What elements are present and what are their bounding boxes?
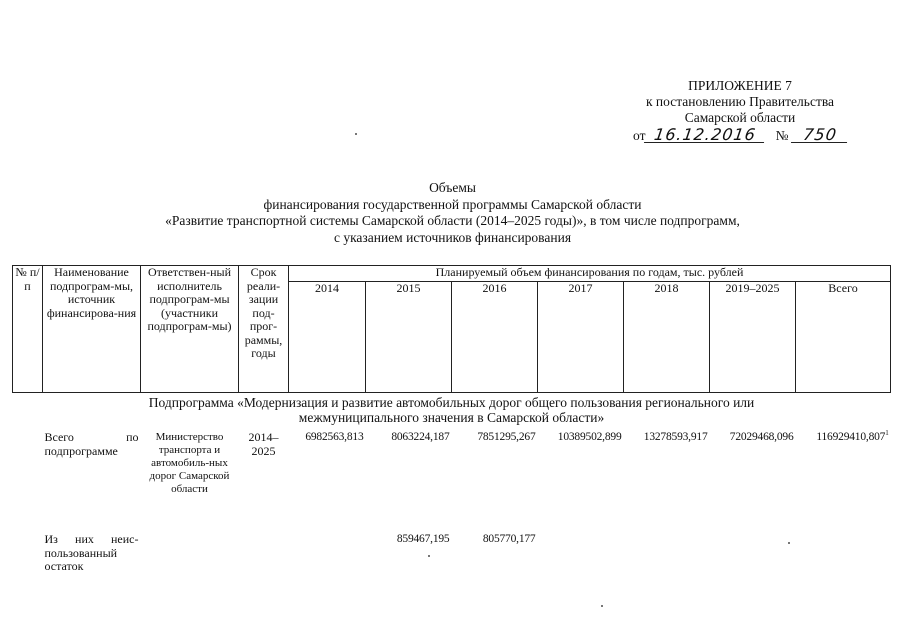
header-executor: Ответствен-ный исполнитель подпрограм-мы (участники подпрограм-мы) [141,266,239,393]
table-row [13,431,891,533]
appendix-header [590,78,890,126]
value-cell [289,533,366,581]
header-num: № п/п [13,266,43,393]
scan-speck [355,133,357,135]
appendix-title: ПРИЛОЖЕНИЕ 7 [688,78,792,93]
value-cell: 8063224,187 [391,431,450,443]
header-year: 2019–2025 [710,282,796,393]
row-number [13,533,43,581]
handwritten-number: 750 [791,128,849,143]
footnote-mark: 1 [885,429,889,438]
title-line-4: с указанием источников финансирования [333,229,572,245]
financing-table [12,265,891,581]
appendix-region: Самарской области [684,110,796,125]
header-term: Срок реали-зации под-прог-раммы, годы [239,266,289,393]
title-line-3: «Развитие транспортной системы Самарской области (2014–2025 годы)», в том числе подпрограмм, [165,213,740,228]
scan-speck [601,605,603,607]
header-year: 2018 [624,282,710,393]
header-year: 2017 [538,282,624,393]
header-total: Всего [796,282,891,393]
value-cell [538,533,624,581]
value-cell: 13278593,917 [643,431,708,443]
row-label: Всего по подпрограмме [44,430,139,458]
from-label: от [633,128,646,143]
scan-speck [428,555,430,557]
header-name: Наименование подпрограм-мы, источник финансирова-ния [43,266,141,393]
value-cell: 805770,177 [482,533,536,545]
row-term: 2014–2025 [248,430,279,458]
header-year: 2015 [366,282,452,393]
appendix-resolution: к постановлению Правительства [645,94,835,109]
row-label: Из них неис-пользованный остаток [44,532,139,573]
value-cell [624,533,710,581]
scan-speck [788,542,790,544]
header-planned-financing: Планируемый объем финансирования по годам, тыс. рублей [289,266,891,282]
value-cell: 72029468,096 [729,431,794,443]
value-cell: 859467,195 [396,533,450,545]
value-cell [710,533,796,581]
row-term [239,533,289,581]
resolution-date-number [633,125,873,144]
title-line-2: финансирования государственной программы Самарской области [263,196,642,212]
row-number [13,431,43,533]
total-value: 116929410,807 [816,431,886,443]
total-cell [796,533,891,581]
value-cell: 10389502,899 [557,431,622,443]
table-row [13,533,891,581]
total-cell [796,431,891,533]
document-title [0,180,905,246]
header-year: 2014 [289,282,366,393]
handwritten-date: 16.12.2016 [644,128,766,143]
subprogram-title: Подпрограмма «Модернизация и развитие автомобильных дорог общего пользования регионального или межмуниципального значения в Самарской области» [148,395,755,425]
value-cell: 6982563,813 [305,431,364,443]
value-cell: 7851295,267 [477,431,536,443]
row-executor: Министерство транспорта и автомобиль-ных дорог Самарской области [149,431,230,495]
row-executor [141,533,239,581]
title-line-1: Объемы [429,180,476,195]
header-year: 2016 [452,282,538,393]
number-label: № [775,128,789,143]
